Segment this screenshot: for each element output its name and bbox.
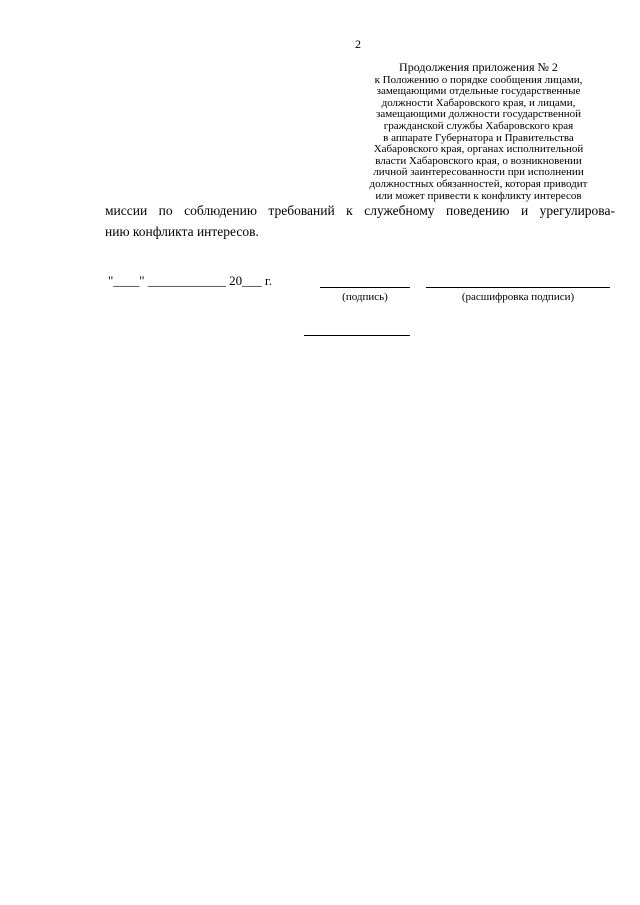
appendix-line: замещающими отдельные государственные: [376, 85, 581, 98]
appendix-line: в аппарате Губернатора и Правительства: [383, 131, 574, 144]
end-divider: [304, 335, 410, 336]
appendix-line: к Положению о порядке сообщения лицами,: [374, 73, 583, 86]
appendix-line: власти Хабаровского края, о возникновении: [375, 154, 582, 167]
appendix-line: личной заинтересованности при исполнении: [373, 166, 584, 179]
page-number: 2: [355, 37, 361, 51]
signature-line: [320, 287, 410, 288]
appendix-line: или может привести к конфликту интересов: [375, 189, 582, 202]
appendix-title: Продолжения приложения № 2: [399, 60, 558, 74]
appendix-header: [350, 62, 607, 202]
signature-label: (подпись): [342, 291, 388, 303]
date-field: "____" ____________ 20___ г.: [108, 273, 272, 288]
body-line-2: нию конфликта интересов.: [105, 224, 259, 239]
appendix-line: замещающими должности государственной: [375, 108, 582, 121]
body-paragraph: [105, 200, 615, 242]
transcript-label: (расшифровка подписи): [461, 291, 575, 303]
appendix-line: должностных обязанностей, которая приводит: [369, 177, 588, 190]
appendix-line: гражданской службы Хабаровского края: [383, 119, 574, 132]
appendix-line: должности Хабаровского края, и лицами,: [381, 96, 576, 109]
body-line-1: миссии по соблюдению требований к служебному поведению и урегулирова-: [105, 203, 615, 218]
transcript-line: [426, 287, 610, 288]
appendix-line: Хабаровского края, органах исполнительной: [373, 143, 584, 156]
